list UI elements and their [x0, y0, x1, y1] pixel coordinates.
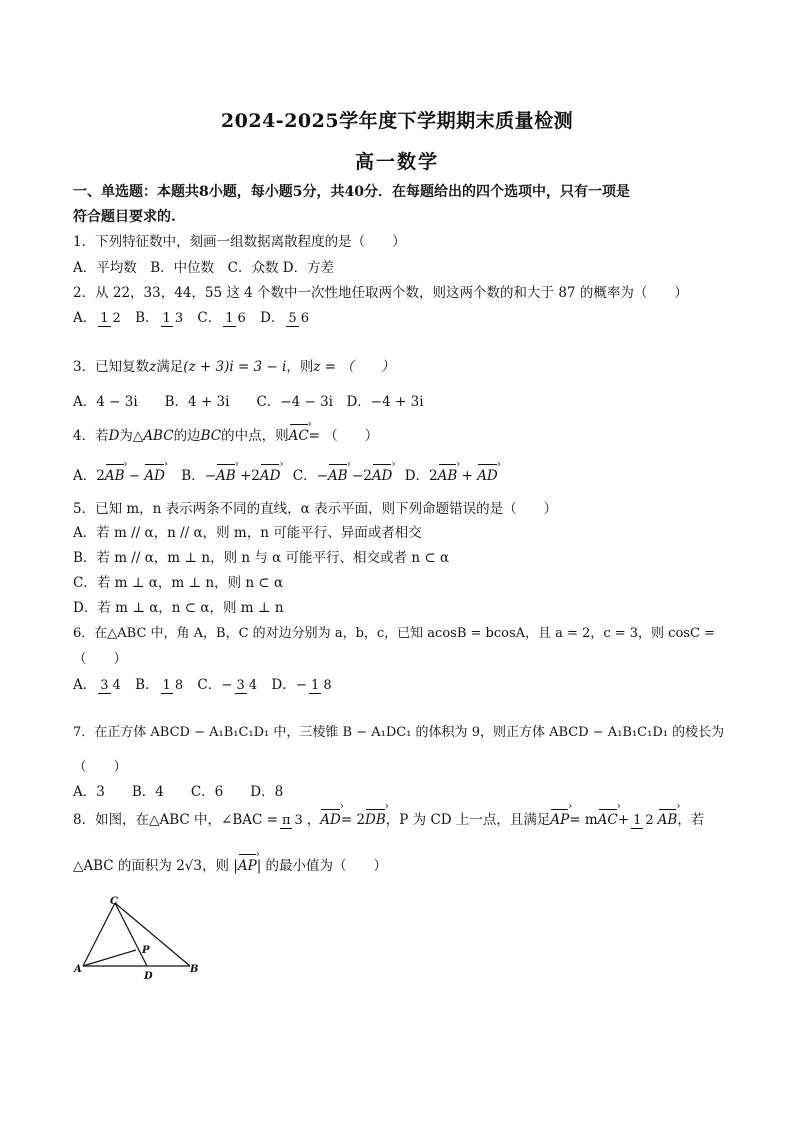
exam-title: 2024-2025学年度下学期期末质量检测 — [220, 110, 574, 132]
label-a: A — [74, 964, 82, 975]
q3-stem: 3．已知复数z满足(z + 3)i = 3 − i，则z = （ ） — [73, 359, 395, 375]
q4-options — [73, 467, 498, 485]
q6-option-c: C．− 3 4 — [197, 677, 258, 693]
exam-subject: 高一数学 — [354, 151, 439, 173]
section-heading — [73, 180, 733, 230]
q6-stem: 6．在△ABC 中，角 A，B，C 的对边分别为 a，b，c，已知 acosB = bcosA，且 a = 2，c = 3，则 cosC = — [73, 626, 715, 641]
q6-stem-cont: （ ） — [73, 651, 127, 667]
label-c: C — [110, 896, 118, 907]
side-cb — [115, 903, 190, 966]
pi-over-3: π 3 — [281, 812, 303, 828]
label-p: P — [142, 945, 150, 956]
q2-option-c: C． 1 6 — [197, 310, 246, 326]
q3-options: A．4 − 3i B．4 + 3i C．−4 − 3i D．−4 + 3i — [73, 394, 424, 410]
q7-options: A．3 B．4 C．6 D．8 — [73, 784, 284, 800]
q2-option-a: A． 1 2 — [73, 310, 121, 326]
q5-stem: 5．已知 m，n 表示两条不同的直线，α 表示平面，则下列命题错误的是（ ） — [73, 501, 558, 517]
label-d: D — [144, 971, 153, 982]
q6-option-a: A． 3 4 — [73, 677, 121, 693]
q5-option-c: C．若 m ⊥ α，m ⊥ n，则 n ⊂ α — [73, 575, 284, 591]
q7-stem: 7．在正方体 ABCD − A₁B₁C₁D₁ 中，三棱锥 B − A₁DC₁ 的体积为 9，则正方体 ABCD − A₁B₁C₁D₁ 的棱长为 — [73, 725, 725, 740]
q5-option-b: B．若 m // α，m ⊥ n，则 n 与 α 可能平行、相交或者 n ⊂ α — [73, 550, 450, 566]
segment-cd — [115, 903, 147, 966]
q2-stem: 2．从 22，33，44，55 这 4 个数中一次性地任取两个数，则这两个数的和大于 87 的概率为（ ） — [73, 285, 688, 301]
q4-option-b: B．−AB › +2AD › — [181, 468, 280, 484]
q8-stem-cont: △ABC 的面积为 2√3，则 |AP ›| 的最小值为（ ） — [73, 857, 387, 875]
q4-option-d: D．2AB › + AD › — [405, 468, 498, 484]
q7-stem-cont: （ ） — [73, 759, 127, 775]
q5-option-a: A．若 m // α，n // α，则 m，n 可能平行、异面或者相交 — [73, 525, 422, 541]
q1-stem: 1．下列特征数中，刻画一组数据离散程度的是（ ） — [73, 234, 406, 250]
q6-option-d: D．− 1 8 — [271, 677, 332, 693]
segment-ap — [83, 950, 136, 966]
section-heading-line1: 一、单选题：本题共8小题，每小题5分，共40分．在每题给出的四个选项中，只有一项是 — [73, 184, 630, 200]
q1-options: A．平均数 B．中位数 C．众数 D．方差 — [73, 260, 335, 276]
vector-ac: AC › — [289, 427, 309, 445]
side-ac — [83, 903, 115, 966]
q8-stem: 8．如图，在△ABC 中，∠BAC = π 3 ，AD ›= 2DB ›，P 为 CD 上一点，且满足AP ›= mAC ›+1 2 AB ›，若 — [73, 808, 704, 829]
q5-option-d: D．若 m ⊥ α，n ⊂ α，则 m ⊥ n — [73, 600, 284, 616]
q2-option-d: D． 5 6 — [260, 310, 309, 326]
section-heading-line2: 符合题目要求的. — [73, 209, 176, 225]
q4-option-a: A．2AB › − AD › — [73, 468, 165, 484]
q2-options — [73, 306, 313, 327]
q6-option-b: B． 1 8 — [135, 677, 184, 693]
triangle-figure — [72, 895, 212, 985]
q4-option-c: C．−AB › −2AD › — [293, 468, 393, 484]
label-b: B — [190, 964, 199, 975]
q2-option-b: B． 1 3 — [135, 310, 184, 326]
q4-stem: 4．若D为△ABC的边BC的中点，则AC ›= （ ） — [73, 427, 378, 445]
q6-options — [73, 673, 336, 694]
